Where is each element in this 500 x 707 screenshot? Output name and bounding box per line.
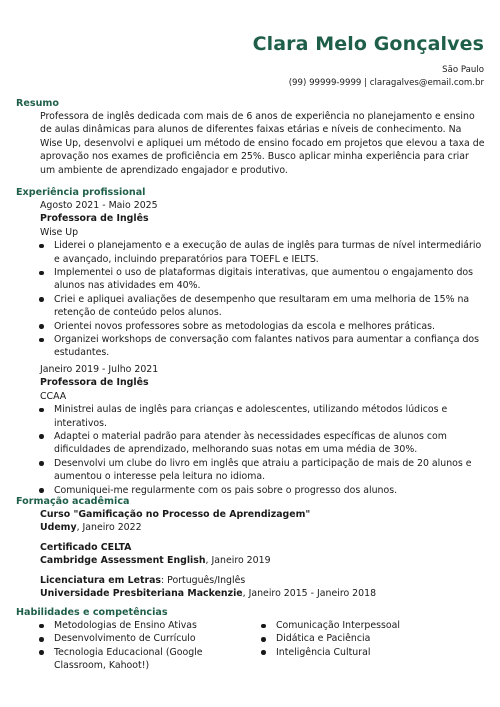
job-role: Professora de Inglês (40, 377, 149, 389)
contact-separator: | (361, 78, 370, 88)
education-institution: Universidade Presbiteriana Mackenzie (40, 588, 243, 600)
education-heading: Formação acadêmica (16, 496, 130, 507)
skills-column-1 (27, 619, 249, 673)
list-item: Implementei o uso de plataformas digitais interativas, que aumentou o engajamento dos alunos nas atividades em 40%. (27, 266, 486, 293)
skills-section (27, 619, 487, 673)
education-title-suffix: : Português/Inglês (160, 574, 246, 586)
list-item: Desenvolvimento de Currículo (27, 632, 249, 645)
education-item (40, 508, 486, 535)
education-item (40, 541, 486, 568)
education-detail: , Janeiro 2015 - Janeiro 2018 (242, 588, 377, 600)
list-item: Orientei novos professores sobre as metodologias da escola e melhores práticas. (27, 320, 486, 333)
list-item: Liderei o planejamento e a execução de aulas de inglês para turmas de nível intermediário e avançado, incluindo preparatórios para TOEFL e IELTS. (27, 239, 486, 266)
experience-heading: Experiência profissional (16, 187, 146, 198)
education-item (40, 574, 486, 601)
list-item: Didática e Paciência (249, 632, 473, 645)
education-section (40, 508, 486, 606)
list-item: Organizei workshops de conversação com falantes nativos para aumentar a confiança dos estudantes. (27, 333, 486, 360)
skills-column-2 (249, 619, 473, 673)
job-company: Wise Up (40, 226, 79, 238)
list-item: Comuniquei-me regularmente com os pais sobre o progresso dos alunos. (27, 484, 486, 497)
list-item: Ministrei aulas de inglês para crianças e adolescentes, utilizando métodos lúdicos e interativos. (27, 403, 486, 430)
phone: (99) 99999-9999 (288, 78, 362, 88)
city: São Paulo (442, 65, 484, 75)
list-item: Desenvolvi um clube do livro em inglês que atraiu a participação de mais de 20 alunos e aumentou o interesse pela leitura no idioma. (27, 457, 486, 484)
phone-email-line (289, 77, 484, 90)
job-entry (40, 363, 486, 497)
job-bullets (27, 403, 486, 497)
summary-heading: Resumo (16, 98, 60, 109)
list-item: Criei e apliquei avaliações de desempenho que resultaram em uma melhoria de 15% na retenção de conteúdo pelos alunos. (27, 293, 486, 320)
job-role: Professora de Inglês (40, 213, 149, 225)
education-title: Curso "Gamificação no Processo de Aprendizagem" (40, 509, 311, 520)
job-dates: Agosto 2021 - Maio 2025 (40, 200, 158, 211)
education-detail: , Janeiro 2022 (76, 522, 142, 534)
summary-text: Professora de inglês dedicada com mais de 6 anos de experiência no planejamento e ensino de aulas dinâmicas para alunos de diferentes faixas etárias e níveis de conhecimento. Na Wise Up, desenvolvi e apliquei um método de ensino focado em projetos que elevou a taxa de aprovação nos exames de proficiência em 25%. Busco aplicar minha experiência para criar um ambiente de aprendizado engajador e produtivo. (40, 111, 485, 176)
experience-section (40, 199, 486, 497)
summary-section (40, 110, 486, 177)
list-item: Adaptei o material padrão para atender às necessidades específicas de alunos com dificuldades de aprendizado, melhorando suas notas em uma média de 30%. (27, 430, 486, 457)
job-bullets (27, 239, 486, 360)
education-detail: , Janeiro 2019 (205, 555, 271, 567)
list-item: Comunicação Interpessoal (249, 619, 473, 632)
email: claragalves@email.com.br (369, 78, 484, 88)
candidate-name: Clara Melo Gonçalves (252, 33, 484, 55)
job-company: CCAA (40, 390, 67, 402)
list-item: Metodologias de Ensino Ativas (27, 619, 249, 632)
education-title: Licenciatura em Letras (40, 574, 161, 586)
education-institution: Cambridge Assessment English (40, 555, 206, 567)
list-item: Tecnologia Educacional (Google Classroom, Kahoot!) (27, 646, 249, 673)
education-institution: Udemy (40, 522, 77, 534)
contact-info (289, 64, 484, 90)
list-item: Inteligência Cultural (249, 646, 473, 659)
job-dates: Janeiro 2019 - Julho 2021 (40, 363, 159, 375)
education-title: Certificado CELTA (40, 541, 132, 553)
job-entry (40, 199, 486, 360)
skills-heading: Habilidades e competências (16, 607, 168, 618)
